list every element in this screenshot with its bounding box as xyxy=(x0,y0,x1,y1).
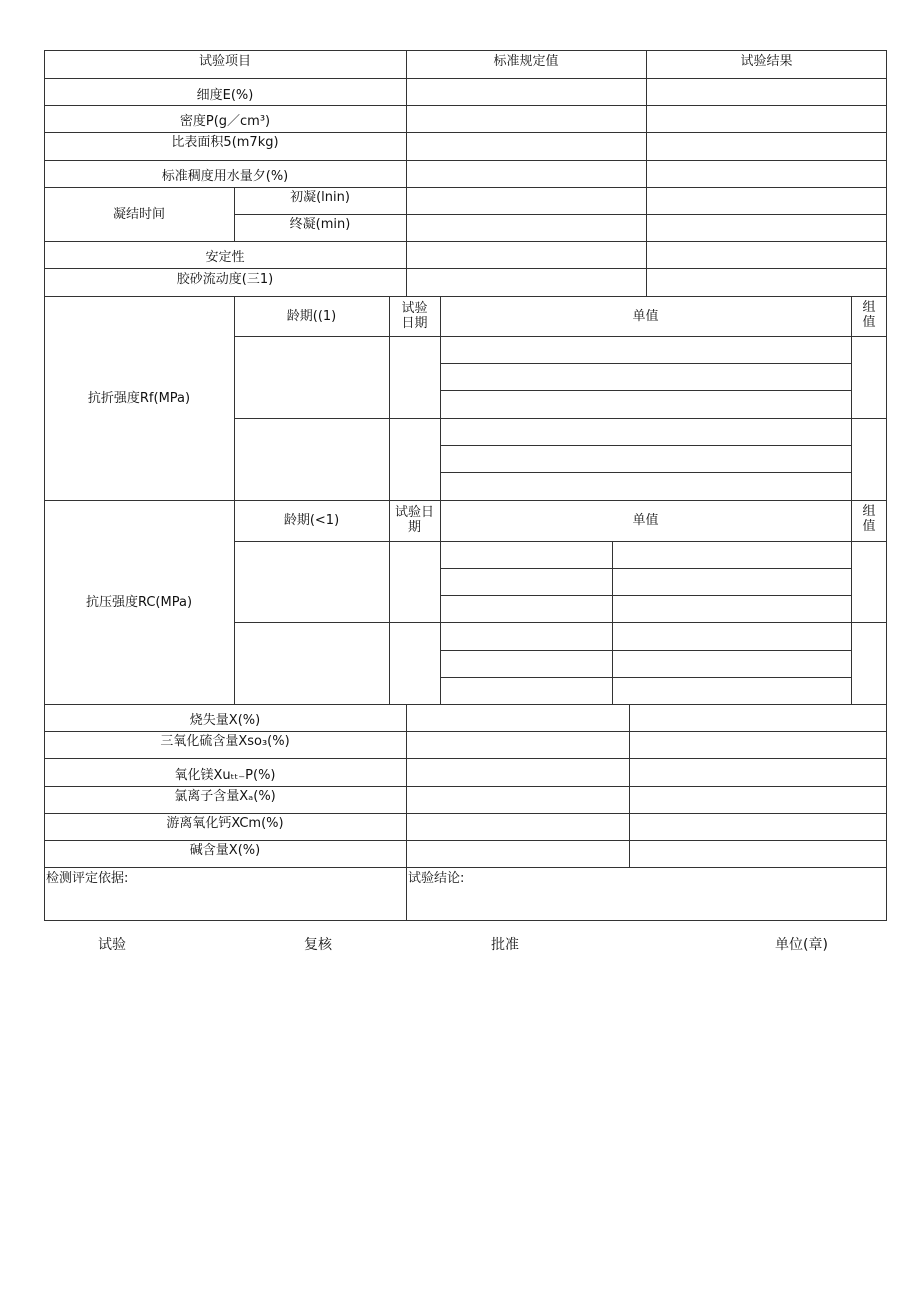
row-final-set: 终凝(min) xyxy=(289,216,351,232)
flexural-label: 抗折强度Rf(MPa) xyxy=(87,390,191,406)
row-surface-area: 比表面积5(m7kg) xyxy=(171,134,279,150)
flexural-age: 龄期((1) xyxy=(286,308,337,324)
row-soundness: 安定性 xyxy=(205,249,245,265)
header-result: 试验结果 xyxy=(740,53,793,69)
row-fineness: 细度E(%) xyxy=(196,87,254,103)
sig-test: 试验 xyxy=(98,937,126,953)
compressive-label: 抗压强度RC(MPa) xyxy=(85,594,193,610)
chem-free-cao: 游离氧化钙XCm(%) xyxy=(166,815,284,831)
row-density: 密度P(g／cm³) xyxy=(179,113,271,129)
conclusion-label: 试验结论: xyxy=(408,871,465,886)
compressive-group: 组 值 xyxy=(862,504,876,534)
flexural-group: 组 值 xyxy=(862,300,876,330)
header-item: 试验项目 xyxy=(198,53,251,69)
sig-review: 复核 xyxy=(304,937,332,953)
flexural-single: 单值 xyxy=(632,308,659,324)
sig-approve: 批准 xyxy=(491,937,519,953)
row-water-consistency: 标准稠度用水量夕(%) xyxy=(161,168,289,184)
compressive-test-date: 试验日 期 xyxy=(394,505,434,535)
basis-label: 检测评定依据: xyxy=(46,871,129,886)
row-setting-time: 凝结时间 xyxy=(112,206,165,222)
row-mortar-fluidity: 胶砂流动度(三1) xyxy=(176,271,274,287)
chem-mgo: 氧化镁Xuₜₜ₋P(%) xyxy=(174,767,276,783)
flexural-test-date: 试验 日期 xyxy=(401,301,428,331)
chem-chloride: 氯离子含量Xₐ(%) xyxy=(174,788,276,804)
compressive-single: 单值 xyxy=(632,512,659,528)
chem-so3: 三氧化硫含量Xso₃(%) xyxy=(160,733,290,749)
chem-loss-ignition: 烧失量X(%) xyxy=(189,712,261,728)
sig-unit: 单位(章) xyxy=(775,937,828,953)
chem-alkali: 碱含量X(%) xyxy=(189,842,261,858)
row-initial-set: 初凝(lnin) xyxy=(290,189,350,205)
compressive-age: 龄期(<1) xyxy=(283,512,340,528)
header-standard: 标准规定值 xyxy=(493,53,559,69)
